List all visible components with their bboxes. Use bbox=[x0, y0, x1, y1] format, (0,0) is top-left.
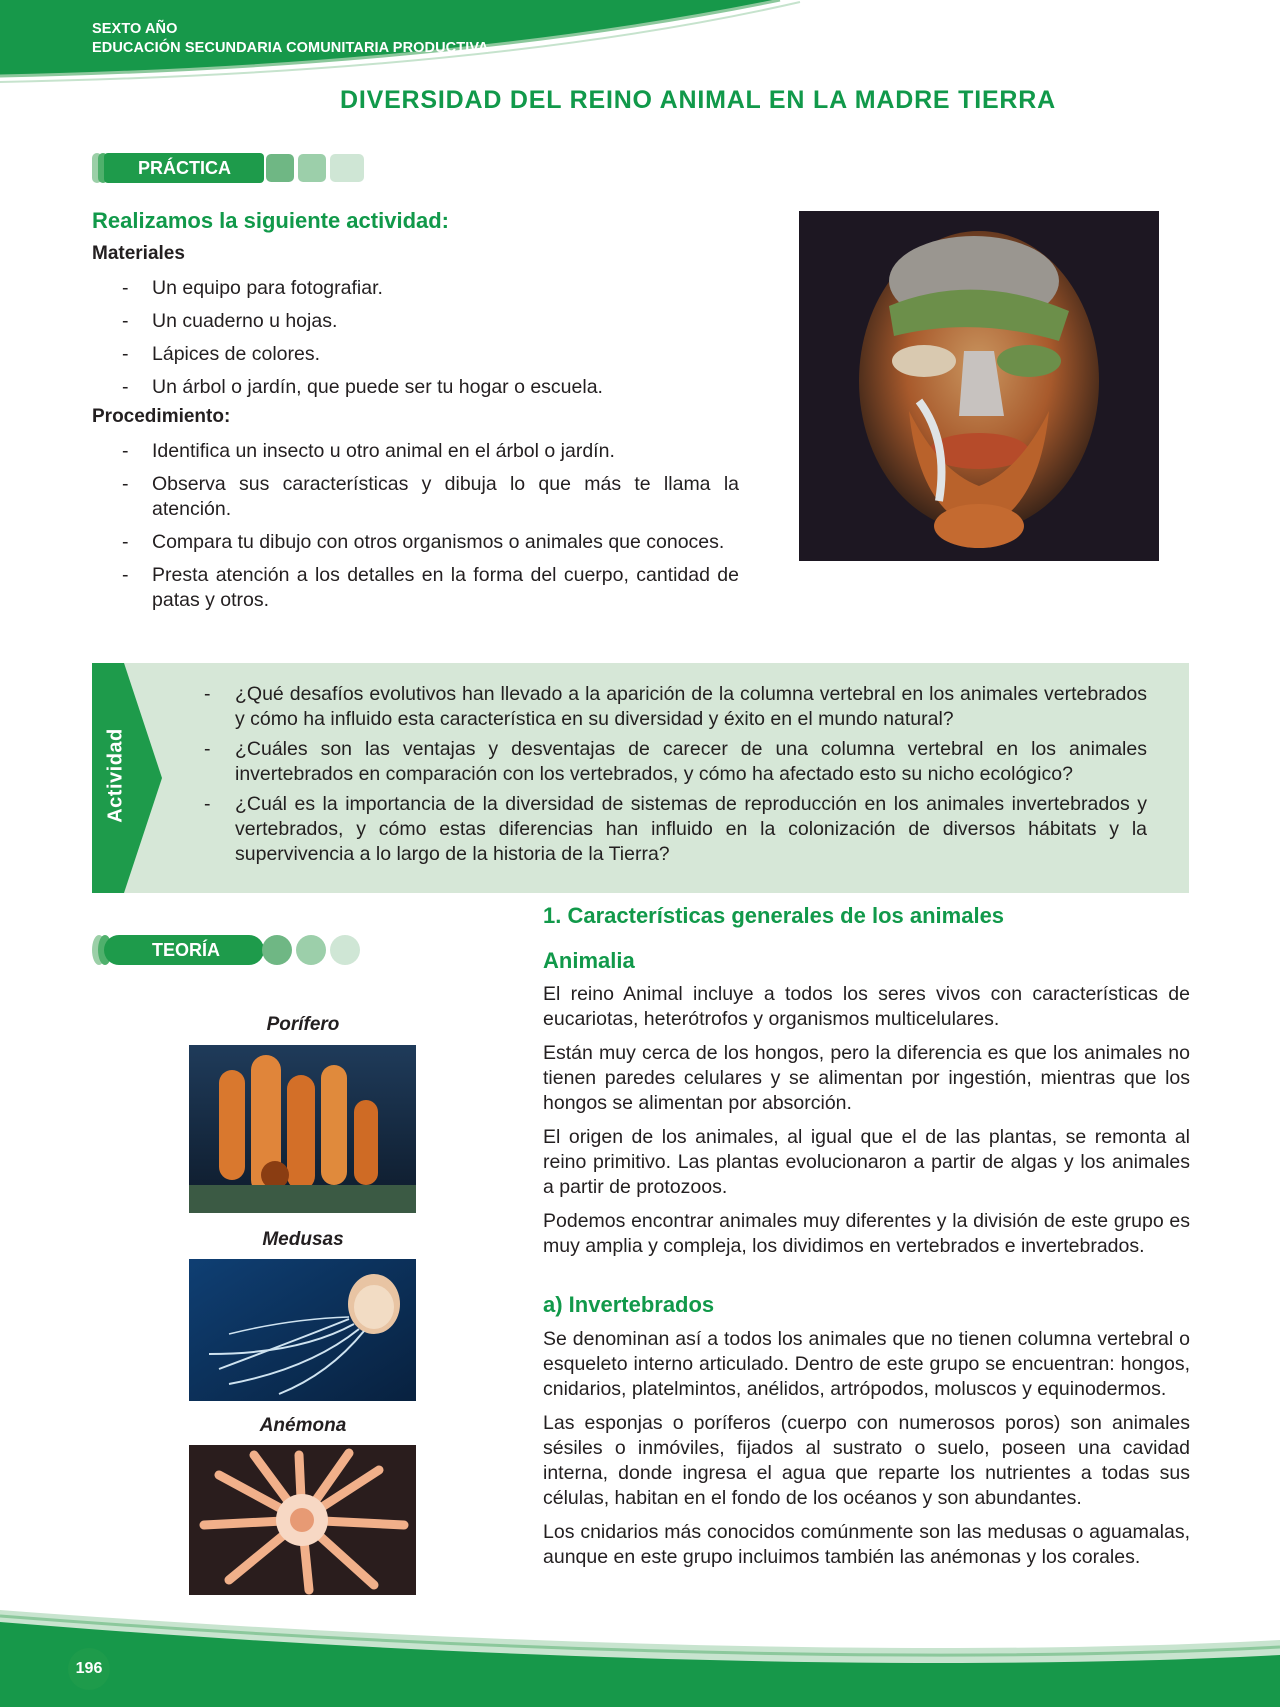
page-title: DIVERSIDAD DEL REINO ANIMAL EN LA MADRE TIERRA bbox=[340, 86, 1056, 114]
practice-badge: PRÁCTICA bbox=[138, 158, 231, 178]
practice-heading: Realizamos la siguiente actividad: bbox=[92, 208, 450, 233]
invertebrates-title: a) Invertebrados bbox=[543, 1292, 715, 1317]
paragraph: Las esponjas o poríferos (cuerpo con numerosos poros) son animales sésiles o inmóviles, fijados al sustrato o suelo, poseen una cavidad interna, donde ingresa el agua que reparte los nutrientes a todas sus células, habitan en el fondo de los océanos y son abundantes. bbox=[543, 1412, 1190, 1509]
invertebrates-text bbox=[543, 1327, 1190, 1579]
animal-face-image bbox=[799, 211, 1159, 561]
procedure-label: Procedimiento: bbox=[92, 406, 231, 427]
list-item: - Un cuaderno u hojas. bbox=[92, 309, 739, 334]
list-item: - Un árbol o jardín, que puede ser tu hogar o escuela. bbox=[92, 375, 739, 400]
list-item: - ¿Qué desafíos evolutivos han llevado a la aparición de la columna vertebral en los animales vertebrados y cómo ha influido esta característica en su diversidad y éxito en el mundo natural? bbox=[200, 682, 1147, 732]
program-label: EDUCACIÓN SECUNDARIA COMUNITARIA PRODUCTIVA bbox=[92, 40, 489, 56]
list-item: - ¿Cuáles son las ventajas y desventajas de carecer de una columna vertebral en los animales invertebrados en comparación con los vertebrados, y cómo ha afectado esto su nicho ecológico? bbox=[200, 737, 1147, 787]
list-item: - Identifica un insecto u otro animal en el árbol o jardín. bbox=[92, 439, 739, 464]
porifero-image bbox=[189, 1045, 416, 1213]
list-item: - ¿Cuál es la importancia de la diversidad de sistemas de reproducción en los animales invertebrados y vertebrados, y cómo estas diferencias han influido en la colonización de diversos hábitats y la supervivencia a lo largo de la historia de la Tierra? bbox=[200, 792, 1147, 867]
page-number: 196 bbox=[68, 1648, 110, 1690]
medusa-image bbox=[189, 1259, 416, 1401]
procedure-list bbox=[92, 439, 739, 621]
theory-badge: TEORÍA bbox=[152, 940, 221, 960]
paragraph: Se denominan así a todos los animales que no tienen columna vertebral o esqueleto interno articulado. Dentro de este grupo se encuentran: hongos, cnidarios, platelmintos, anélidos, artrópodos, moluscos y equinodermos. bbox=[543, 1328, 1190, 1400]
list-item: - Presta atención a los detalles en la forma del cuerpo, cantidad de patas y otros. bbox=[92, 563, 739, 613]
section-title: 1. Características generales de los animales bbox=[543, 903, 1005, 928]
paragraph: El reino Animal incluye a todos los seres vivos con características de eucariotas, heterótrofos y organismos multicelulares. bbox=[543, 983, 1190, 1030]
activity-questions bbox=[200, 682, 1147, 872]
list-item: - Observa sus características y dibuja lo que más te llama la atención. bbox=[92, 472, 739, 522]
grade-label: SEXTO AÑO bbox=[92, 21, 178, 37]
animalia-title: Animalia bbox=[543, 948, 635, 973]
anemona-image bbox=[189, 1445, 416, 1595]
animalia-text bbox=[543, 982, 1190, 1268]
caption-anemona: Anémona bbox=[259, 1415, 347, 1436]
paragraph: Podemos encontrar animales muy diferentes y la división de este grupo es muy amplia y compleja, los dividimos en vertebrados e invertebrados. bbox=[543, 1210, 1190, 1257]
header-text bbox=[92, 20, 489, 58]
list-item: - Lápices de colores. bbox=[92, 342, 739, 367]
list-item: - Compara tu dibujo con otros organismos o animales que conoces. bbox=[92, 530, 739, 555]
footer-band bbox=[0, 1600, 1280, 1707]
paragraph: El origen de los animales, al igual que el de las plantas, se remonta al reino primitivo. Las plantas evolucionaron a partir de algas y los animales a partir de protozoos. bbox=[543, 1126, 1190, 1198]
activity-label: Actividad bbox=[104, 728, 127, 823]
caption-medusas: Medusas bbox=[262, 1229, 344, 1250]
materials-label: Materiales bbox=[92, 243, 185, 264]
list-item: - Un equipo para fotografiar. bbox=[92, 276, 739, 301]
paragraph: Están muy cerca de los hongos, pero la diferencia es que los animales no tienen paredes celulares y se alimentan por ingestión, mientras que los hongos se alimentan por absorción. bbox=[543, 1042, 1190, 1114]
theory-badge-shape bbox=[92, 933, 367, 967]
materials-list bbox=[92, 276, 739, 408]
paragraph: Los cnidarios más conocidos comúnmente son las medusas o aguamalas, aunque en este grupo incluimos también las anémonas y los corales. bbox=[543, 1521, 1190, 1568]
caption-porifero: Porífero bbox=[266, 1014, 340, 1035]
